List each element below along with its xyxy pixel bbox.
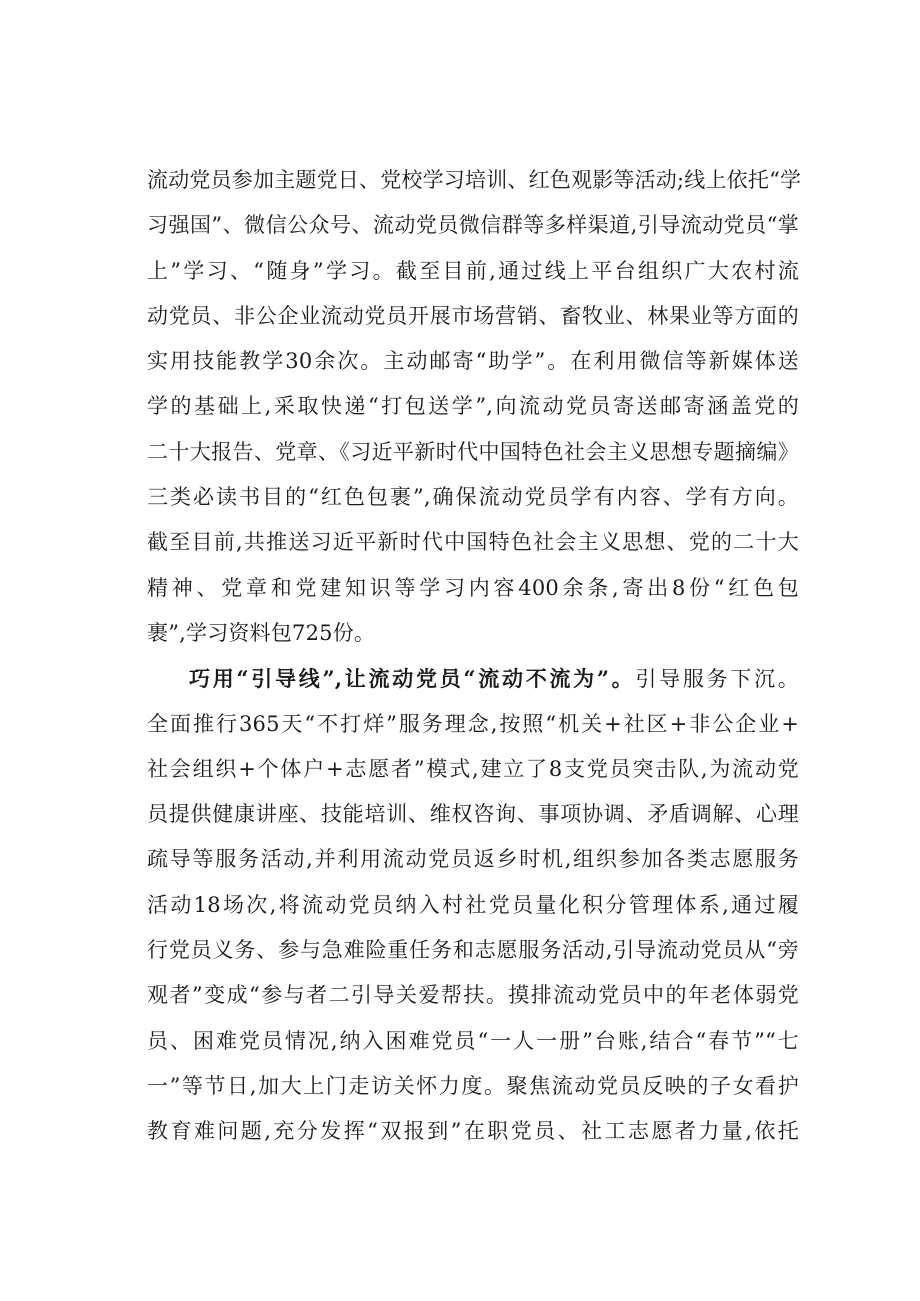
text-line: 上”学习、“随身”学习。截至目前,通过线上平台组织广大农村流 [147,258,799,283]
document-page [147,158,802,1155]
text-line: 实用技能教学30余次。主动邮寄“助学”。在利用微信等新媒体送 [147,349,799,374]
text-line: 动党员、非公企业流动党员开展市场营销、畜牧业、林果业等方面的 [147,303,799,328]
text-line: 社会组织+个体户+志愿者”模式,建立了8支党员突击队,为流动党 [147,756,799,781]
text-line: 观者”变成“参与者二引导关爱帮扶。摸排流动党员中的年老体弱党 [147,983,799,1008]
text-line: 教育难问题,充分发挥“双报到”在职党员、社工志愿者力量,依托 [147,1119,799,1144]
text-line: 疏导等服务活动,并利用流动党员返乡时机,组织参加各类志愿服务 [147,847,799,872]
text-line: 精神、党章和党建知识等学习内容400余条,寄出8份“红色包 [147,575,799,600]
text-line: 二十大报告、党章、《习近平新时代中国特色社会主义思想专题摘编》 [147,439,799,464]
text-line: 截至目前,共推送习近平新时代中国特色社会主义思想、党的二十大 [147,530,799,555]
text-line: 学的基础上,采取快递“打包送学”,向流动党员寄送邮寄涵盖党的 [147,394,799,419]
paragraph-heading-line [147,656,799,701]
text-line: 一”等节日,加大上门走访关怀力度。聚焦流动党员反映的子女看护 [147,1073,799,1098]
text-line: 裹”,学习资料包725份。 [147,620,376,645]
paragraph-2 [147,656,799,1154]
text-line: 流动党员参加主题党日、党校学习培训、红色观影等活动;线上依托“学 [147,168,802,192]
text-line: 习强国”、微信公众号、流动党员微信群等多样渠道,引导流动党员“掌 [147,213,799,238]
text-line: 全面推行365天“不打烊”服务理念,按照“机关+社区+非公企业+ [147,711,799,736]
paragraph-1 [147,158,802,656]
paragraph-heading: 巧用“引导线”,让流动党员“流动不流为”。 [189,666,636,692]
text-line: 员提供健康讲座、技能培训、维权咨询、事项协调、矛盾调解、心理 [147,802,799,827]
heading-line-text: 引导服务下沉。 [635,667,799,692]
text-line: 行党员义务、参与急难险重任务和志愿服务活动,引导流动党员从“旁 [147,938,799,963]
text-line: 三类必读书目的“红色包裹”,确保流动党员学有内容、学有方向。 [147,485,799,510]
text-line: 活动18场次,将流动党员纳入村社党员量化积分管理体系,通过履 [147,892,799,917]
text-line: 员、困难党员情况,纳入困难党员“一人一册”台账,结合“春节”“七 [147,1028,799,1053]
